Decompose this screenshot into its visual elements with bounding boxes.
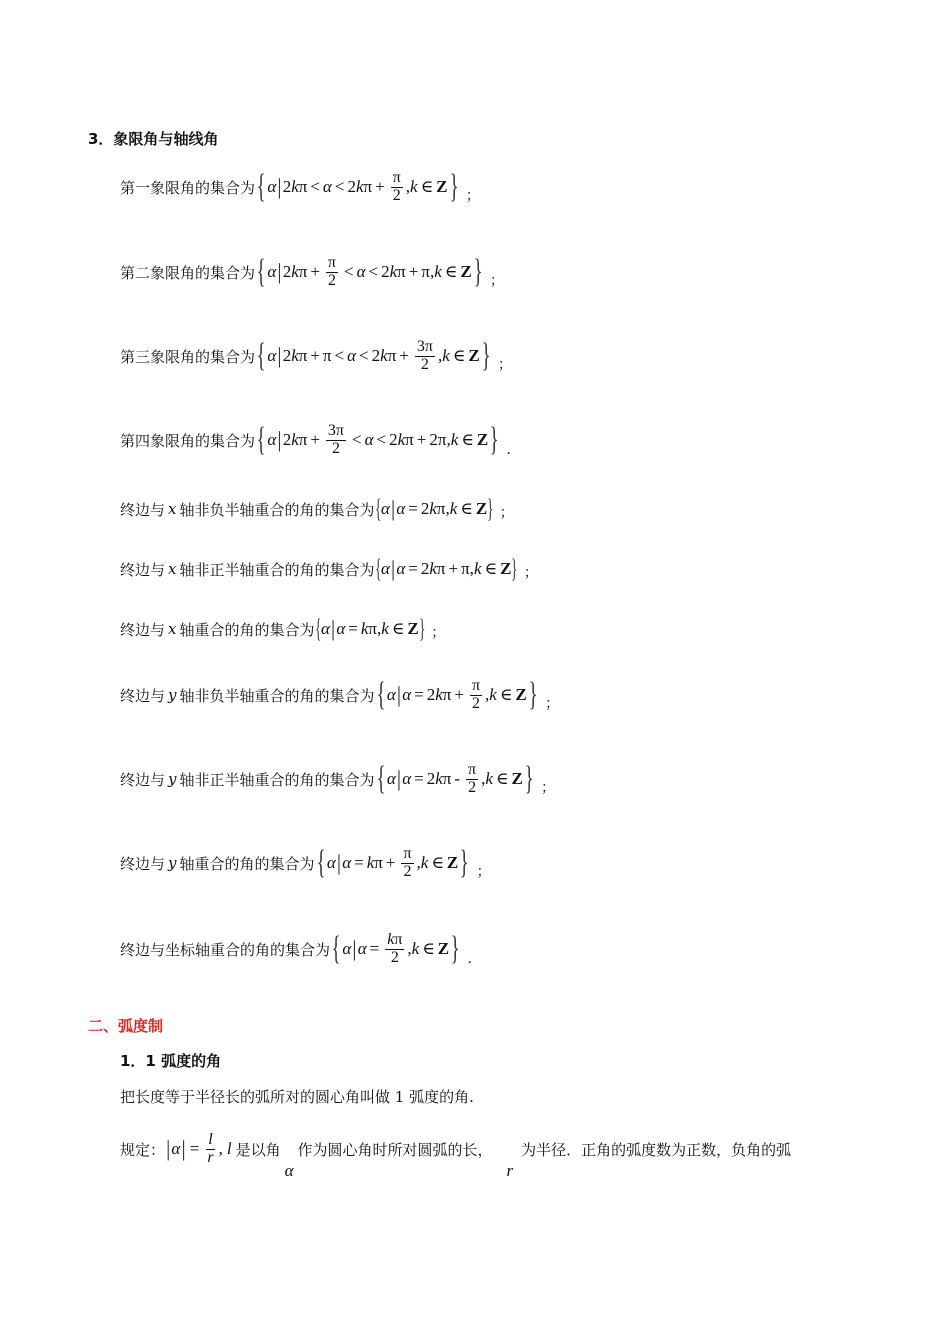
y-nonpos-line xyxy=(120,762,555,797)
y-nonneg-formula: { α | α = 2 k π + $\frac{\pi}{2}$ , k ∈ Z } xyxy=(376,676,538,714)
section-radian-heading: 二、弧度制 xyxy=(88,1017,164,1035)
quadrant-1-tail: ； xyxy=(465,187,480,204)
quadrant-4-line xyxy=(120,423,511,458)
x-nonneg-formula: { α | α = 2 k π, k ∈ Z } xyxy=(374,494,494,523)
y-nonneg-line xyxy=(120,678,559,713)
y-axis-post: 轴重合的角的集合为 xyxy=(179,854,315,873)
rule-part-1: 是以角 xyxy=(235,1140,281,1159)
rule-part-3: 为半径．正角的弧度数为正数，负角的弧 xyxy=(521,1140,792,1159)
x-nonpos-post: 轴非正半轴重合的角的集合为 xyxy=(179,560,375,579)
x-axis-line xyxy=(120,616,445,642)
quadrant-2-formula: { α | 2 k π + $\frac{\pi}{2}$ < α < 2 k π + π, k ∈ Z } xyxy=(256,253,483,291)
y-nonneg-post: 轴非负半轴重合的角的集合为 xyxy=(179,686,375,705)
y-nonpos-post: 轴非正半轴重合的角的集合为 xyxy=(179,770,375,789)
x-axis-post: 轴重合的角的集合为 xyxy=(179,620,315,639)
y-nonneg-tail: ； xyxy=(545,695,560,712)
x-axis-var: x xyxy=(168,620,177,638)
definition-text: 把长度等于半径长的弧所对的圆心角叫做 1 弧度的角. xyxy=(120,1088,474,1106)
rule-alpha: α xyxy=(284,1160,294,1180)
coord-axes-formula: { α | α = $\frac{k\pi}{2}$ , k ∈ Z } xyxy=(331,930,460,968)
x-axis-formula: { α | α = k π, k ∈ Z } xyxy=(314,614,426,643)
x-nonpos-var: x xyxy=(168,560,177,578)
y-axis-line xyxy=(120,846,491,881)
x-axis-tail: ； xyxy=(431,625,446,641)
y-axis-pre: 终边与 xyxy=(120,854,166,873)
y-nonpos-formula: { α | α = 2 k π - $\frac{\pi}{2}$ , k ∈ Z } xyxy=(376,760,534,798)
subsection-heading: 1．1 弧度的角 xyxy=(120,1052,222,1070)
quadrant-3-tail: ； xyxy=(498,356,513,373)
coord-axes-line xyxy=(120,932,472,967)
y-nonpos-pre: 终边与 xyxy=(120,770,166,789)
x-nonneg-pre: 终边与 xyxy=(120,500,166,519)
y-axis-var: y xyxy=(168,854,177,873)
x-nonneg-post: 轴非负半轴重合的角的集合为 xyxy=(179,500,375,519)
y-nonneg-pre: 终边与 xyxy=(120,686,166,705)
quadrant-4-label: 第四象限角的集合为 xyxy=(120,431,256,450)
quadrant-1-line xyxy=(120,170,480,205)
quadrant-1-formula: { α | 2 k π < α < 2 k π + $\frac{\pi}{2}$ , k ∈ Z } xyxy=(256,168,459,206)
rule-r: r xyxy=(506,1160,514,1180)
quadrant-2-tail: ； xyxy=(490,272,505,289)
x-nonpos-line xyxy=(120,556,538,582)
rule-formula: | α | = $\frac{l}{r}$ , l xyxy=(166,1131,232,1166)
x-nonpos-formula: { α | α = 2 k π + π, k ∈ Z } xyxy=(374,554,518,583)
x-nonpos-pre: 终边与 xyxy=(120,560,166,579)
x-nonneg-line xyxy=(120,496,514,522)
quadrant-4-formula: { α | 2 k π + $\frac{3\pi}{2}$ < α < 2 k π + 2π, k ∈ Z } xyxy=(256,421,499,459)
y-nonpos-var: y xyxy=(168,770,177,789)
quadrant-2-label: 第二象限角的集合为 xyxy=(120,263,256,282)
x-axis-pre: 终边与 xyxy=(120,620,166,639)
rule-part-2: 作为圆心角时所对圆弧的长， xyxy=(297,1140,493,1159)
coord-axes-label: 终边与坐标轴重合的角的集合为 xyxy=(120,940,331,959)
x-nonneg-var: x xyxy=(168,500,177,518)
quadrant-3-label: 第三象限角的集合为 xyxy=(120,347,256,366)
coord-axes-tail: . xyxy=(467,950,472,967)
quadrant-3-line xyxy=(120,339,512,374)
y-nonpos-tail: ； xyxy=(541,779,556,796)
y-axis-tail: ； xyxy=(476,863,491,880)
x-nonneg-tail: ； xyxy=(499,505,514,521)
rule-line xyxy=(120,1131,792,1180)
quadrant-2-line xyxy=(120,255,504,290)
section-heading: 3．象限角与轴线角 xyxy=(88,130,219,148)
y-nonneg-var: y xyxy=(168,686,177,705)
rule-label: 规定： xyxy=(120,1140,166,1159)
x-nonpos-tail: ； xyxy=(523,565,538,581)
quadrant-3-formula: { α | 2 k π + π < α < 2 k π + $\frac{3\pi}{2}$ , k ∈ Z } xyxy=(256,337,491,375)
y-axis-formula: { α | α = k π + $\frac{\pi}{2}$ , k ∈ Z } xyxy=(316,844,469,882)
quadrant-1-label: 第一象限角的集合为 xyxy=(120,178,256,197)
quadrant-4-tail: . xyxy=(506,441,511,458)
